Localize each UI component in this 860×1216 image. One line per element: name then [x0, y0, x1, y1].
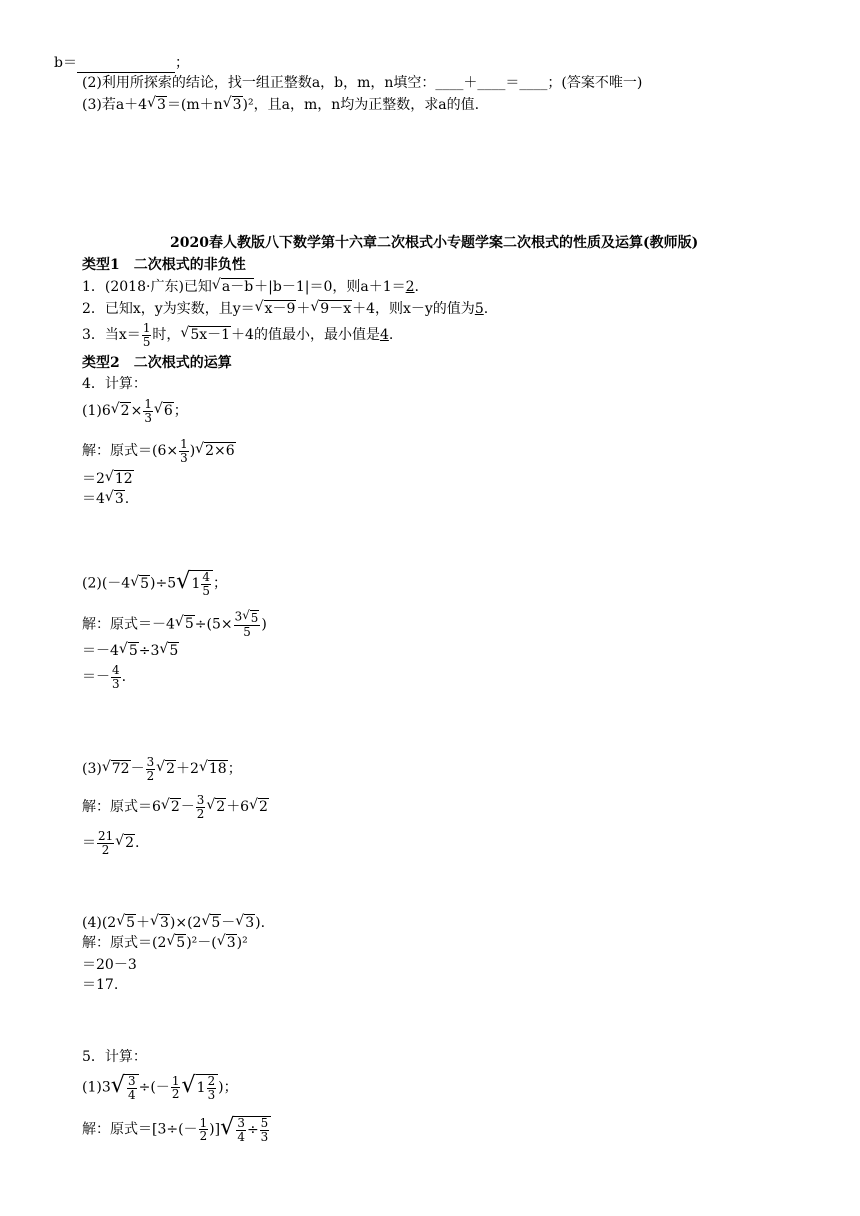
radical: √ 2: [206, 797, 226, 816]
question-2-fill: (2)利用所探索的结论，找一组正整数a，b，m，n填空：____＋____＝____；(答案不唯一): [82, 75, 643, 91]
radical: √ 5: [159, 641, 179, 660]
answer: 2: [405, 279, 415, 295]
fraction: $\frac{21}{2}$: [98, 829, 114, 857]
fraction: $\frac{5}{3}$: [260, 1116, 269, 1144]
radical: √ 5: [201, 913, 221, 932]
radical: √ 3: [235, 913, 255, 932]
radical: √ 5x－1: [180, 325, 231, 344]
answer: 5: [474, 301, 484, 317]
radical: √ $\frac{3}{4}$ ÷ $\frac{5}{3}$: [220, 1116, 271, 1143]
problem-3: 3．当x＝ $\frac{1}{5}$ 时， √ 5x－1 ＋4的值最小，最小值是4.: [82, 321, 394, 349]
solution-5-1-step1: 解：原式＝[3÷(－ $\frac{1}{2}$ )] √ $\frac{3}{4}$ ÷ $\frac{5}{3}$: [82, 1116, 271, 1143]
radical: √ 5: [166, 933, 186, 952]
solution-4-2-step2: ＝－4 √ 5 ÷3 √ 5: [82, 641, 179, 660]
radical: √ 3: [147, 95, 166, 114]
fraction: $\frac{1}{3}$: [180, 437, 188, 465]
solution-4-3-step2: ＝ $\frac{21}{2}$ √ 2 .: [82, 829, 140, 857]
radical: √ 3: [104, 489, 124, 508]
radical: √ 2: [249, 797, 268, 816]
problem-4-2: (2)(－4 √ 5 )÷5 √ 1 $\frac{4}{5}$ ；: [82, 568, 227, 598]
solution-4-2-step3: ＝－ $\frac{4}{3}$ .: [82, 663, 127, 691]
type1-heading: 类型1 二次根式的非负性: [82, 257, 246, 273]
radical: √ 12: [104, 469, 133, 488]
fraction: $\frac{3}{2}$: [196, 793, 205, 821]
problem-4-1: (1)6 √ 2 × $\frac{1}{3}$ √ 6 ；: [82, 397, 188, 425]
fraction: $\frac{4}{3}$: [112, 663, 120, 691]
solution-4-4-step2: ＝20－3: [82, 957, 137, 973]
radical: √ 2: [110, 401, 130, 420]
fraction: $\frac{3}{4}$: [128, 1074, 136, 1102]
b-answer-line: b＝ ；: [54, 55, 189, 71]
radical: √ x－9: [254, 299, 296, 318]
type2-heading: 类型2 二次根式的运算: [82, 355, 232, 371]
fraction: $\frac{3}{2}$: [146, 755, 155, 783]
radical: √ 3: [216, 933, 236, 952]
question-4-label: 4．计算：: [82, 376, 147, 392]
document-title: 2020春人教版八下数学第十六章二次根式小专题学案二次根式的性质及运算(教师版): [170, 235, 699, 251]
solution-4-1-step1: 解：原式＝(6× $\frac{1}{3}$ ) √ 2×6: [82, 437, 235, 465]
radical: √ 72: [101, 759, 130, 778]
answer: 4: [379, 327, 389, 343]
b-label: b＝: [54, 55, 77, 71]
radical: √ 5: [116, 913, 136, 932]
radical: √ 1 $\frac{2}{3}$: [181, 1074, 218, 1101]
radical: √ 5: [242, 608, 259, 625]
solution-4-4-step1: 解：原式＝(2 √ 5 )²－( √ 3 )²: [82, 933, 248, 952]
question-3: (3)若a＋4 √ 3 ＝(m＋n √ 3 )²，且a，m，n均为正整数，求a的值.: [82, 95, 480, 114]
fraction: 3 √ 5 5: [234, 608, 259, 640]
radical: √ 5: [130, 573, 150, 592]
radical: √ 5: [174, 614, 194, 633]
radical: √ 2: [160, 797, 180, 816]
solution-4-1-step2: ＝2 √ 12: [82, 469, 133, 488]
radical: √ 1 $\frac{4}{5}$: [176, 570, 213, 597]
radical: √ 9－x: [310, 299, 352, 318]
radical: √ 5: [118, 641, 138, 660]
radical: √ 6: [153, 401, 173, 420]
solution-4-2-step1: 解：原式＝－4 √ 5 ÷(5× 3 √ 5 5 ): [82, 608, 267, 640]
fraction: $\frac{1}{3}$: [144, 397, 152, 425]
radical: √ 2: [156, 759, 176, 778]
radical: √ 3: [222, 95, 242, 114]
radical: √ a－b: [211, 277, 254, 296]
fraction: $\frac{1}{2}$: [199, 1115, 208, 1143]
problem-4-3: (3) √ 72 － $\frac{3}{2}$ √ 2 ＋2 √ 18 ；: [82, 755, 242, 783]
fraction: $\frac{1}{2}$: [171, 1073, 180, 1101]
radical: √ 2×6: [195, 441, 235, 460]
problem-2: 2．已知x，y为实数，且y＝ √ x－9 ＋ √ 9－x ＋4，则x－y的值为5.: [82, 299, 489, 318]
fraction: $\frac{3}{4}$: [237, 1116, 245, 1144]
radical: √ 18: [198, 759, 227, 778]
problem-5-1: (1)3 √ $\frac{3}{4}$ ÷(－ $\frac{1}{2}$ √ 1 $\frac{2}{3}$ )；: [82, 1072, 238, 1102]
radical: √ $\frac{3}{4}$: [111, 1074, 139, 1101]
fraction: $\frac{1}{5}$: [142, 321, 151, 349]
b-blank: [77, 54, 175, 73]
radical: √ 3: [150, 913, 169, 932]
solution-4-3-step1: 解：原式＝6 √ 2 － $\frac{3}{2}$ √ 2 ＋6 √ 2: [82, 793, 268, 821]
fraction: $\frac{2}{3}$: [207, 1074, 216, 1102]
question-5-label: 5．计算：: [82, 1049, 147, 1065]
problem-1: 1．(2018·广东)已知 √ a－b ＋|b－1|＝0，则a＋1＝2.: [82, 277, 419, 296]
problem-4-4: (4)(2 √ 5 ＋ √ 3 )×(2 √ 5 － √ 3 ).: [82, 913, 266, 932]
solution-4-4-step3: ＝17.: [82, 977, 119, 993]
fraction: $\frac{4}{5}$: [202, 570, 210, 598]
radical: √ 2: [115, 833, 134, 852]
solution-4-1-step3: ＝4 √ 3 .: [82, 489, 130, 508]
